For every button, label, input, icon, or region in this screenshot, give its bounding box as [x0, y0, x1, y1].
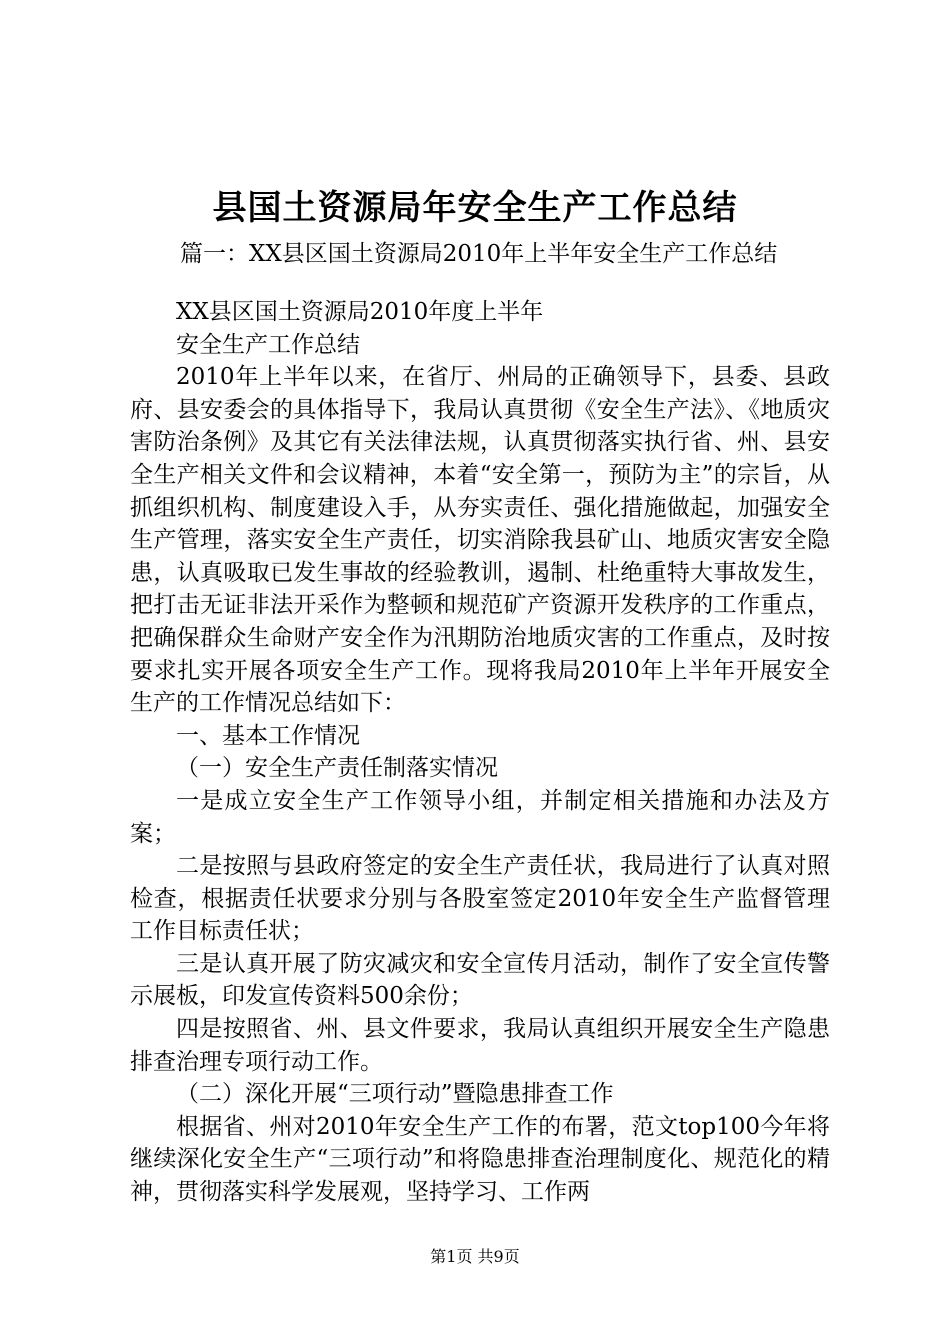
subsection-heading-responsibility: （一）安全生产责任制落实情况 [176, 755, 498, 782]
paragraph-intro: 2010年上半年以来，在省厅、州局的正确领导下，县委、县政府、县安委会的具体指导下，我局认真贯彻《安全生产法》、《地质灾害防治条例》及其它有关法律法规，认真贯彻落实执行省、州、县安全生产相关文件和会议精神，本着“安全第一，预防为主”的宗旨，从抓组织机构、制度建设入手，从夯实责任、强化措施做起，加强安全生产管理，落实安全生产责任，切实消除我县矿山、地质灾害安全隐患，认真吸取已发生事故的经验教训，遏制、杜绝重特大事故发生，把打击无证非法开采作为整顿和规范矿产资源开发秩序的工作重点，把确保群众生命财产安全作为汛期防治地质灾害的工作重点，及时按要求扎实开展各项安全生产工作。现将我局2010年上半年开展安全生产的工作情况总结如下： [130, 364, 830, 717]
paragraph-item-two: 二是按照与县政府签定的安全生产责任状，我局进行了认真对照检查，根据责任状要求分别与各股室签定2010年安全生产监督管理工作目标责任状； [130, 853, 830, 945]
paragraph-summary-heading: 安全生产工作总结 [176, 331, 360, 358]
document-subtitle: 篇一：XX县区国土资源局2010年上半年安全生产工作总结 [180, 241, 778, 267]
subsection-heading-three-actions: （二）深化开展“三项行动”暨隐患排查工作 [176, 1081, 614, 1108]
paragraph-org-heading: XX县区国土资源局2010年度上半年 [176, 299, 544, 325]
paragraph-three-actions: 根据省、州对2010年安全生产工作的布署，范文top100今年将继续深化安全生产“三项行动”和将隐患排查治理制度化、规范化的精神，贯彻落实科学发展观，坚持学习、工作两 [130, 1113, 830, 1206]
document-body [130, 296, 830, 1209]
paragraph-item-one: 一是成立安全生产工作领导小组，并制定相关措施和办法及方案； [130, 787, 830, 847]
paragraph-item-four: 四是按照省、州、县文件要求，我局认真组织开展安全生产隐患排查治理专项行动工作。 [130, 1016, 830, 1075]
page-number-footer: 第1页 共9页 [430, 1247, 520, 1266]
paragraph-item-three: 三是认真开展了防灾减灾和安全宣传月活动，制作了安全宣传警示展板，印发宣传资料500余份； [130, 950, 830, 1010]
document-title: 县国土资源局年安全生产工作总结 [212, 188, 738, 228]
section-heading-basic: 一、基本工作情况 [176, 722, 360, 749]
